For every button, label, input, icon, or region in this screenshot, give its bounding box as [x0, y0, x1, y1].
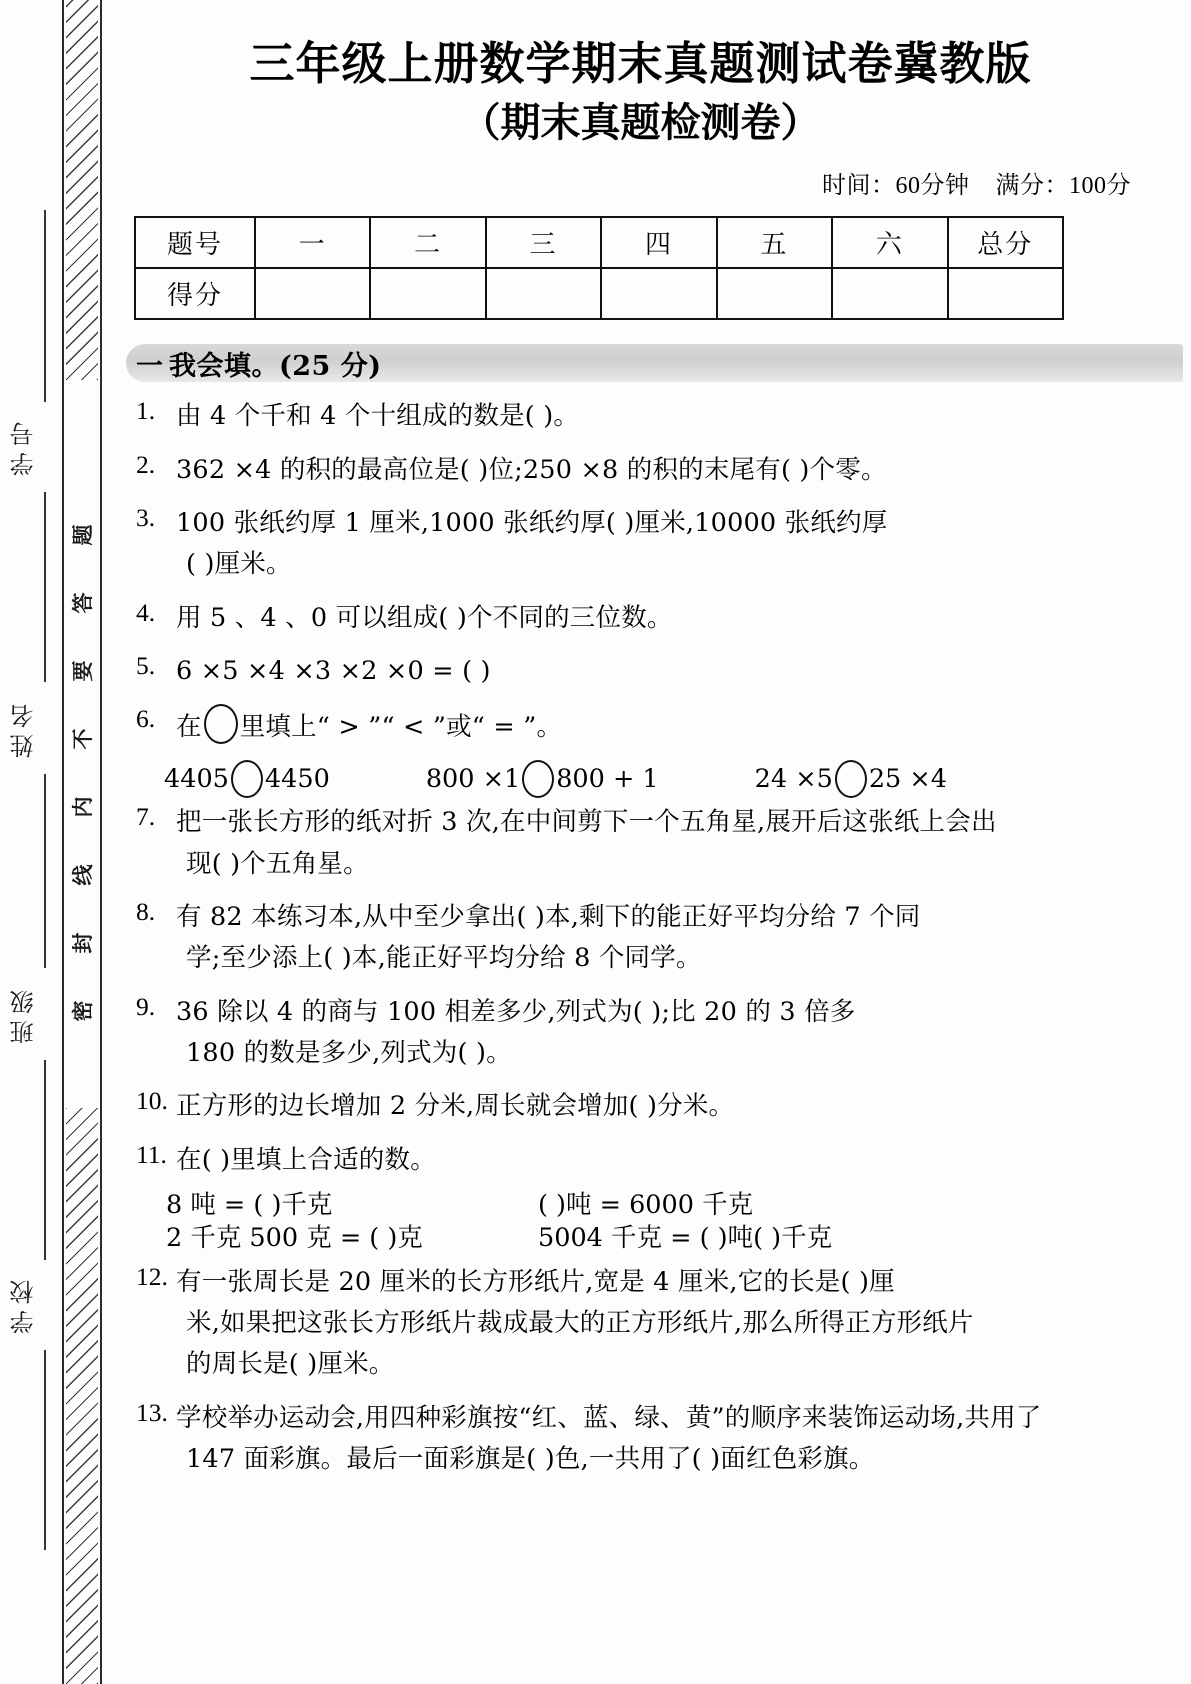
seal-char-da: 答 — [70, 592, 95, 614]
question-line: 学;至少添上( )本,能正好平均分给 8 个同学。 — [186, 943, 702, 974]
question-text — [176, 651, 1181, 692]
question-text — [176, 992, 1181, 1075]
unit-conversion-1a: 8 吨 = ( )千克 — [166, 1189, 333, 1220]
unit-conversion-1b: ( )吨 = 6000 千克 — [538, 1189, 754, 1220]
question-number: 11. — [136, 1139, 167, 1169]
question-item-9 — [136, 992, 1181, 1075]
question-item-13 — [136, 1398, 1181, 1481]
question-line: 6 ×5 ×4 ×3 ×2 ×0 = ( ) — [176, 655, 491, 686]
question-line: 的周长是( )厘米。 — [186, 1349, 395, 1380]
question-line: 米,如果把这张长方形纸片裁成最大的正方形纸片,那么所得正方形纸片 — [186, 1308, 974, 1339]
student-id-rule-bottom — [44, 492, 46, 682]
compare-left-2: 800 ×1 — [425, 763, 521, 794]
question-number: 5. — [136, 650, 156, 680]
seal-hatch-top — [66, 0, 98, 380]
seal-char-yao: 要 — [70, 660, 95, 682]
question-line: 用 5 、4 、0 可以组成( )个不同的三位数。 — [176, 602, 673, 633]
seal-char-mi: 密 — [70, 1000, 95, 1022]
question-line: 100 张纸约厚 1 厘米,1000 张纸约厚( )厘米,10000 张纸约厚 — [176, 507, 888, 538]
table-row — [135, 217, 1063, 268]
compare-left-3: 24 ×5 — [754, 763, 833, 794]
question-text — [176, 1262, 1181, 1386]
question-line: 正方形的边长增加 2 分米,周长就会增加( )分米。 — [176, 1091, 735, 1122]
compare-right-1: 4450 — [264, 763, 330, 794]
answer-circle-icon[interactable] — [231, 760, 263, 798]
page-title: 三年级上册数学期末真题测试卷冀教版 — [249, 37, 1032, 90]
sealed-line-margin — [0, 0, 112, 1684]
score-table-col-1: 一 — [255, 217, 370, 268]
question-text — [176, 1140, 1181, 1181]
answer-circle-icon[interactable] — [522, 760, 554, 798]
question-line: 147 面彩旗。最后一面彩旗是( )色,一共用了( )面红色彩旗。 — [186, 1444, 875, 1475]
question-item-1 — [136, 396, 1181, 437]
answer-circle-icon[interactable] — [204, 704, 238, 744]
score-table-col-4: 四 — [601, 217, 716, 268]
score-table-col-2: 二 — [370, 217, 485, 268]
unit-conversion-2a: 2 千克 500 克 = ( )克 — [166, 1223, 423, 1254]
score-table-head-score: 得分 — [135, 268, 255, 319]
question-line: 现( )个五角星。 — [186, 848, 369, 879]
question-number: 12. — [136, 1261, 168, 1291]
question-line: 由 4 个千和 4 个十组成的数是( )。 — [176, 401, 580, 432]
score-table-col-5: 五 — [717, 217, 832, 268]
score-cell-3[interactable] — [486, 268, 601, 319]
score-table-col-3: 三 — [486, 217, 601, 268]
score-cell-total[interactable] — [948, 268, 1063, 319]
question-item-2 — [136, 450, 1181, 491]
question-number: 7. — [136, 802, 156, 832]
question-text — [176, 802, 1181, 885]
question-item-5 — [136, 651, 1181, 692]
question-number: 3. — [136, 502, 156, 532]
page-subtitle: （期末真题检测卷） — [460, 99, 821, 147]
exam-time-label: 时间：60分钟 — [822, 173, 970, 200]
question-text — [176, 450, 1181, 491]
compare-left-1: 4405 — [164, 763, 229, 794]
question-item-7 — [136, 802, 1181, 885]
question-line: 36 除以 4 的商与 100 相差多少,列式为( );比 20 的 3 倍多 — [176, 996, 856, 1027]
question-item-8 — [136, 897, 1181, 980]
question-item-10 — [136, 1086, 1181, 1127]
section-number: 一 — [136, 350, 163, 382]
school-rule-bottom — [44, 1350, 46, 1550]
field-label-name: 姓名 — [10, 698, 38, 758]
score-cell-4[interactable] — [601, 268, 716, 319]
unit-conversion-row-1 — [136, 1189, 1181, 1220]
question-line: ( )厘米。 — [186, 549, 292, 580]
name-rule-bottom — [44, 774, 46, 968]
seal-char-nei: 内 — [70, 796, 95, 818]
field-label-student-id: 学号 — [10, 416, 38, 476]
seal-char-ti: 题 — [70, 524, 95, 546]
question-number: 4. — [136, 597, 156, 627]
section-title: 我会填。(25 分) — [169, 350, 382, 382]
question-text — [176, 704, 1181, 748]
question-number: 6. — [136, 704, 156, 734]
seal-band-outer-line — [62, 0, 64, 1684]
question-item-11 — [136, 1140, 1181, 1181]
question-text — [176, 1086, 1181, 1127]
table-row — [135, 268, 1063, 319]
question-number: 1. — [136, 396, 156, 426]
compare-item-3 — [755, 760, 947, 798]
question-line: 学校举办运动会,用四种彩旗按“红、蓝、绿、黄”的顺序来装饰运动场,共用了 — [176, 1402, 1042, 1433]
class-rule-bottom — [44, 1060, 46, 1260]
question-line: 在( )里填上合适的数。 — [176, 1144, 436, 1175]
exam-meta — [112, 165, 1131, 200]
question-text — [176, 1398, 1181, 1481]
question-number: 2. — [136, 449, 156, 479]
seal-char-bu: 不 — [70, 728, 95, 750]
score-cell-2[interactable] — [370, 268, 485, 319]
question-line: 在 里填上“ > ”“ < ”或“ = ”。 — [176, 704, 1181, 748]
question-text — [176, 598, 1181, 639]
score-cell-1[interactable] — [255, 268, 370, 319]
field-label-class: 班级 — [10, 984, 38, 1044]
section-header-fill-in — [126, 344, 1183, 382]
compare-right-2: 800 + 1 — [556, 763, 659, 794]
answer-circle-icon[interactable] — [835, 760, 867, 798]
unit-conversion-row-2 — [136, 1223, 1181, 1254]
unit-conversion-2b: 5004 千克 = ( )吨( )千克 — [538, 1223, 833, 1254]
seal-band-inner-line — [100, 0, 102, 1684]
score-cell-6[interactable] — [832, 268, 947, 319]
compare-expressions-row — [136, 760, 1181, 798]
question-text — [176, 897, 1181, 980]
exam-score-label: 满分：100分 — [995, 173, 1131, 200]
score-table-col-6: 六 — [832, 217, 947, 268]
question-item-12 — [136, 1262, 1181, 1386]
student-id-rule-top — [44, 210, 46, 402]
score-table — [134, 216, 1064, 320]
score-cell-5[interactable] — [717, 268, 832, 319]
compare-right-3: 25 ×4 — [868, 763, 947, 794]
question-line: 把一张长方形的纸对折 3 次,在中间剪下一个五角星,展开后这张纸上会出 — [176, 807, 997, 838]
exam-content — [112, 0, 1191, 1684]
field-label-school: 学校 — [10, 1274, 38, 1334]
seal-hatch-bottom — [66, 1108, 98, 1684]
seal-char-feng: 封 — [70, 932, 95, 954]
question-line: 362 ×4 的积的最高位是( )位;250 ×8 的积的末尾有( )个零。 — [176, 454, 887, 485]
question-item-3 — [136, 503, 1181, 586]
score-table-col-total: 总分 — [948, 217, 1063, 268]
question-item-6 — [136, 704, 1181, 748]
question-item-4 — [136, 598, 1181, 639]
seal-char-xian: 线 — [70, 864, 95, 886]
question-number: 8. — [136, 897, 156, 927]
question-number: 10. — [136, 1086, 168, 1116]
score-table-head-question-no: 题号 — [135, 217, 255, 268]
question-list — [136, 396, 1181, 1480]
question-number: 9. — [136, 991, 156, 1021]
question-text — [176, 396, 1181, 437]
question-line: 有 82 本练习本,从中至少拿出( )本,剩下的能正好平均分给 7 个同 — [176, 902, 921, 933]
question-number: 13. — [136, 1397, 168, 1427]
compare-item-2 — [426, 760, 659, 798]
question-line: 有一张周长是 20 厘米的长方形纸片,宽是 4 厘米,它的长是( )厘 — [176, 1266, 895, 1297]
question-text — [176, 503, 1181, 586]
question-line: 180 的数是多少,列式为( )。 — [186, 1037, 512, 1068]
compare-item-1 — [164, 760, 330, 798]
